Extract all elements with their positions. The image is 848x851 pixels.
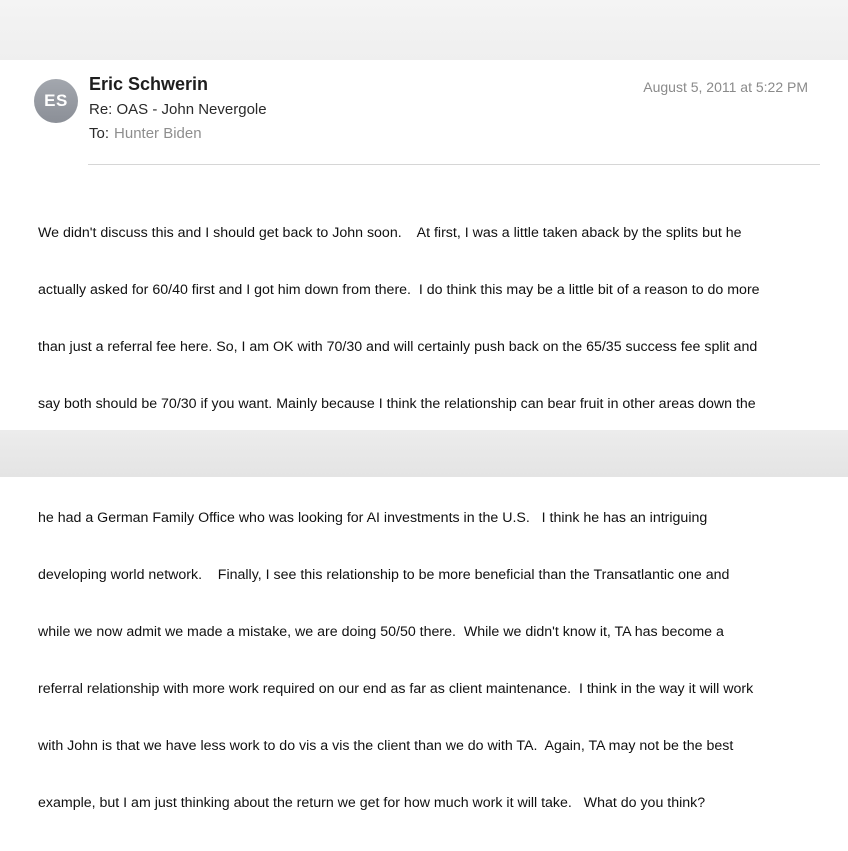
top-background-band — [0, 0, 848, 60]
to-label: To: — [89, 125, 110, 142]
recipient-name[interactable]: Hunter Biden — [114, 125, 202, 142]
body-line: developing world network. Finally, I see this relationship to be more beneficial than the Transatlantic one and — [38, 567, 730, 583]
sender-name: Eric Schwerin — [89, 74, 209, 94]
body-line: actually asked for 60/40 first and I got him down from there. I do think this may be a little bit of a reason to do more — [38, 282, 760, 298]
body-line: than just a referral fee here. So, I am OK with 70/30 and will certainly push back on the 65/35 success fee split and — [38, 339, 758, 355]
header-divider — [88, 164, 820, 165]
body-line: he had a German Family Office who was looking for AI investments in the U.S. I think he has an intriguing — [38, 510, 708, 526]
sender-avatar[interactable]: ES — [34, 79, 78, 123]
body-line: while we now admit we made a mistake, we are doing 50/50 there. While we didn't know it, TA has become a — [38, 624, 724, 640]
body-line: with John is that we have less work to do vis a vis the client than we do with TA. Again, TA may not be the best — [38, 738, 734, 754]
email-body — [38, 186, 828, 851]
body-line: We didn't discuss this and I should get back to John soon. At first, I was a little taken aback by the splits but he — [38, 225, 742, 241]
body-line: referral relationship with more work required on our end as far as client maintenance. I think in the way it will work — [38, 681, 754, 697]
body-line: example, but I am just thinking about the return we get for how much work it will take. What do you think? — [38, 795, 706, 811]
email-message-card — [0, 60, 848, 811]
bottom-background-band — [0, 430, 848, 477]
recipient-row — [89, 125, 202, 142]
sent-date: August 5, 2011 at 5:22 PM — [643, 79, 808, 95]
email-subject: Re: OAS - John Nevergole — [89, 101, 267, 118]
body-line: say both should be 70/30 if you want. Mainly because I think the relationship can bear fruit in other areas down the — [38, 396, 756, 412]
